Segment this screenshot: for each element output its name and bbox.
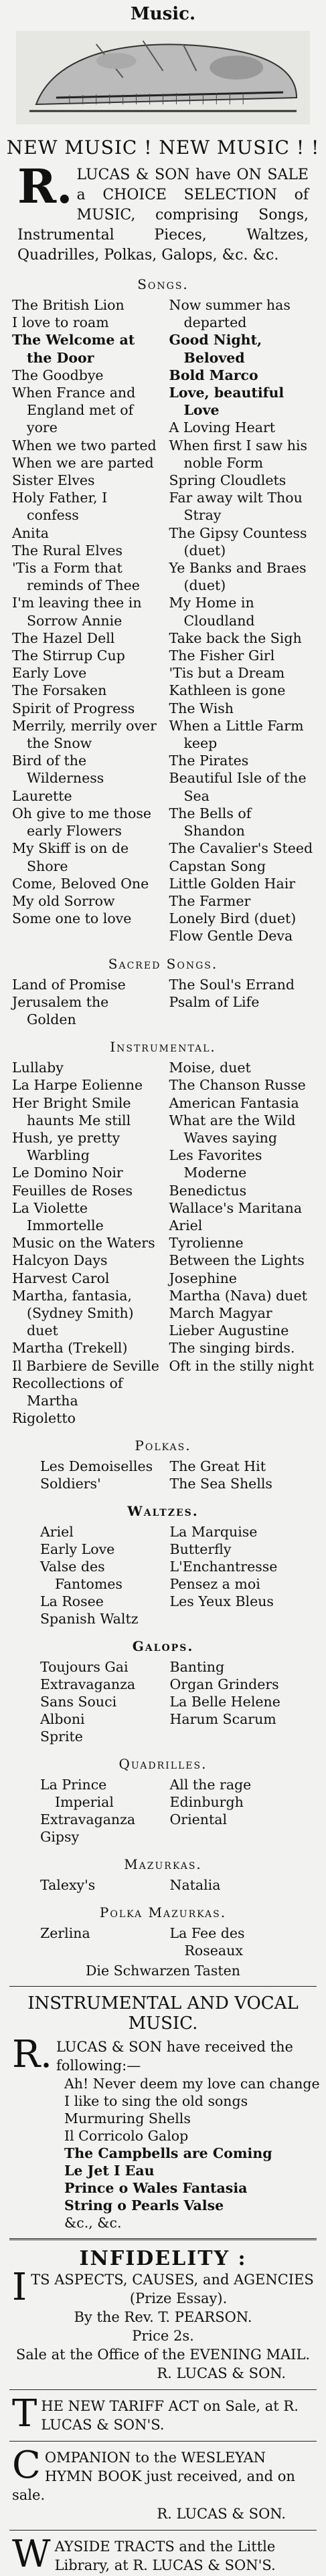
dropcap: I xyxy=(12,2266,27,2310)
infidelity-title: INFIDELITY : xyxy=(79,2247,247,2271)
wayside-text: AYSIDE TRACTS and the Little Library, at R. LUCAS & SON'S. xyxy=(54,2539,276,2574)
list-item: When we two parted xyxy=(12,437,157,454)
list-item: Beautiful Isle of the Sea xyxy=(169,770,307,804)
list-item: Psalm of Life xyxy=(169,993,260,1010)
list-item: Capstan Song xyxy=(169,858,266,874)
list-item: The Forsaken xyxy=(12,682,107,699)
list-item: The Hazel Dell xyxy=(12,629,115,646)
list-item: La Violette Immortelle xyxy=(12,1199,104,1233)
list-item: Moise, duet xyxy=(169,1060,251,1076)
list-item: Take back the Sigh xyxy=(169,629,302,646)
list-item: March Magyar xyxy=(169,1304,272,1321)
headline: NEW MUSIC ! NEW MUSIC ! ! xyxy=(6,136,320,159)
infidelity-price: Price 2s. xyxy=(132,2328,194,2345)
list-item: Valse des Fantomes xyxy=(40,1559,123,1593)
polkas-list xyxy=(0,1458,326,1492)
list-item: My Home in Cloudland xyxy=(169,595,255,629)
list-item: The Great Hit xyxy=(169,1458,266,1475)
list-item: Martha (Trekell) xyxy=(12,1340,128,1357)
instrumental-left-column xyxy=(12,1059,160,1427)
list-item: Sans Souci xyxy=(40,1694,117,1710)
sacred-list xyxy=(0,976,326,1029)
list-item: American Fantasia xyxy=(169,1094,299,1111)
list-item: The Soul's Errand xyxy=(169,976,295,993)
polka-mazurkas-list xyxy=(0,1924,326,1959)
list-item: Bold Marco xyxy=(169,367,258,383)
list-item: Halcyon Days xyxy=(12,1252,108,1269)
list-item: The Cavalier's Steed xyxy=(169,840,313,857)
list-item: The Chanson Russe xyxy=(169,1077,306,1094)
list-item: Far away wilt Thou Stray xyxy=(169,490,303,524)
list-item: Land of Promise xyxy=(12,976,126,993)
list-item: Harum Scarum xyxy=(169,1711,276,1728)
list-item: Josephine xyxy=(169,1270,237,1286)
list-item: The Pirates xyxy=(169,753,249,769)
instr-vocal-intro xyxy=(0,2033,326,2077)
dropcap: R. xyxy=(17,159,73,214)
intro-paragraph xyxy=(0,159,326,266)
list-item: When we are parted xyxy=(12,454,154,471)
list-item: Anita xyxy=(12,524,50,541)
piano-illustration-icon xyxy=(16,31,310,124)
list-item: When first I saw his noble Form xyxy=(169,437,308,471)
list-item: The Fisher Girl xyxy=(169,648,275,664)
list-item: Murmuring Shells xyxy=(64,2110,191,2127)
list-item: Oft in the stilly night xyxy=(169,1357,314,1374)
companion-seller: R. LUCAS & SON. xyxy=(157,2506,286,2522)
list-item: Harvest Carol xyxy=(12,1270,110,1286)
list-item: Her Bright Smile haunts Me still xyxy=(12,1094,131,1128)
list-item: What are the Wild Waves saying xyxy=(169,1112,296,1146)
list-item: Prince o Wales Fantasia xyxy=(64,2180,248,2197)
divider xyxy=(9,2441,317,2442)
list-item: All the rage xyxy=(169,1777,252,1793)
dropcap: R. xyxy=(12,2033,52,2077)
list-item: Lonely Bird (duet) xyxy=(169,910,297,927)
list-item: A Loving Heart xyxy=(169,419,276,436)
galops-list xyxy=(0,1658,326,1745)
dropcap: C xyxy=(12,2444,41,2488)
list-item: The Campbells are Coming xyxy=(64,2145,272,2162)
list-item: La Fee des Roseaux xyxy=(169,1925,245,1959)
list-item: The Welcome at the Door xyxy=(12,332,135,366)
list-item: 'Tis a Form that reminds of Thee xyxy=(12,560,140,594)
list-item: Tyrolienne xyxy=(169,1235,244,1252)
galops-left-column xyxy=(40,1658,170,1745)
list-item: Come, Beloved One xyxy=(12,875,149,892)
list-item: Gipsy xyxy=(40,1829,80,1846)
list-item: Good Night, Beloved xyxy=(169,332,262,366)
polkas-heading: Polkas. xyxy=(135,1438,191,1454)
list-item: Bird of the Wilderness xyxy=(12,753,104,787)
waltzes-list xyxy=(0,1523,326,1627)
songs-heading: Songs. xyxy=(137,276,189,292)
list-item: Early Love xyxy=(40,1541,115,1558)
list-item: String o Pearls Valse xyxy=(64,2197,224,2214)
list-item: Holy Father, I confess xyxy=(12,490,108,524)
infidelity-essay: (Prize Essay). xyxy=(129,2290,228,2307)
list-item: La Harpe Eolienne xyxy=(12,1077,143,1094)
mazurkas-right-column xyxy=(170,1876,300,1894)
list-item: The Sea Shells xyxy=(169,1476,272,1492)
list-item: Between the Lights xyxy=(169,1252,305,1269)
instrumental-list xyxy=(0,1059,326,1427)
infidelity-author: By the Rev. T. PEARSON. xyxy=(74,2309,252,2326)
infidelity-sale: Sale at the Office of the EVENING MAIL. xyxy=(15,2347,311,2363)
list-item: Wallace's Maritana xyxy=(169,1199,303,1216)
polka-mazurkas-right-column xyxy=(170,1924,300,1959)
infidelity-subtitle-text: TS ASPECTS, CAUSES, and AGENCIES xyxy=(31,2272,314,2288)
list-item: Recollections of Martha xyxy=(12,1375,123,1409)
waltzes-right-column xyxy=(170,1523,300,1627)
list-item: Some one to love xyxy=(12,910,132,927)
list-item: Le Jet I Eau xyxy=(64,2163,155,2179)
polka-mazurkas-heading: Polka Mazurkas. xyxy=(99,1904,227,1921)
list-item: Sister Elves xyxy=(12,472,95,489)
list-item: Les Favorites Moderne xyxy=(169,1147,262,1181)
list-item: Les Demoiselles xyxy=(40,1458,153,1475)
divider xyxy=(9,2530,317,2531)
list-item: Il Barbiere de Seville xyxy=(12,1357,159,1374)
list-item: Jerusalem the Golden xyxy=(12,993,109,1027)
list-item: Banting xyxy=(169,1659,225,1676)
songs-list xyxy=(0,296,326,945)
list-item: The singing birds. xyxy=(169,1340,295,1357)
galops-right-column xyxy=(170,1658,300,1745)
list-item: When France and England met of yore xyxy=(12,385,136,436)
list-item: Hush, ye pretty Warbling xyxy=(12,1129,120,1164)
list-item: Zerlina xyxy=(40,1925,90,1942)
instr-vocal-items xyxy=(0,2075,326,2232)
list-item: The Rural Elves xyxy=(12,542,123,559)
list-item: Benedictus xyxy=(169,1182,247,1199)
list-item: The British Lion xyxy=(12,297,125,313)
list-item: Alboni xyxy=(40,1711,85,1728)
mazurkas-heading: Mazurkas. xyxy=(124,1856,202,1873)
list-item: Spring Cloudlets xyxy=(169,472,287,489)
list-item: La Marquise xyxy=(169,1524,258,1541)
quadrilles-right-column xyxy=(170,1776,300,1846)
list-item: The Gipsy Countess (duet) xyxy=(169,524,307,559)
tariff-text: HE NEW TARIFF ACT on Sale, at R. LUCAS & SON'S. xyxy=(41,2398,299,2434)
dropcap: T xyxy=(12,2392,37,2436)
list-item: Rigoletto xyxy=(12,1410,76,1427)
list-item: La Belle Helene xyxy=(169,1694,280,1710)
list-item: Ariel xyxy=(40,1524,74,1541)
list-item: Oriental xyxy=(169,1811,228,1828)
list-item: I like to sing the old songs xyxy=(64,2093,248,2110)
tariff-notice xyxy=(0,2392,326,2436)
list-item: Flow Gentle Deva xyxy=(169,928,293,945)
list-item: My old Sorrow xyxy=(12,892,115,909)
list-item: Oh give to me those early Flowers xyxy=(12,805,152,839)
list-item: &c., &c. xyxy=(64,2215,122,2232)
polka-mazurkas-center: Die Schwarzen Tasten xyxy=(86,1963,240,1979)
list-item: The Goodbye xyxy=(12,367,104,383)
list-item: Early Love xyxy=(12,665,87,682)
list-item: Extravaganza xyxy=(40,1811,136,1828)
companion-text: OMPANION to the WESLEYAN HYMN BOOK just received, and on sale. xyxy=(12,2450,295,2504)
page-header: Music. xyxy=(130,4,196,24)
list-item: Le Domino Noir xyxy=(12,1165,123,1181)
divider xyxy=(9,1986,317,1987)
mazurkas-list xyxy=(0,1876,326,1894)
list-item: Lullaby xyxy=(12,1060,64,1076)
polkas-right-column xyxy=(170,1458,300,1492)
list-item: Ah! Never deem my love can change xyxy=(64,2076,320,2092)
list-item: L'Enchantresse xyxy=(169,1559,278,1575)
sacred-heading: Sacred Songs. xyxy=(108,955,218,972)
dropcap: W xyxy=(12,2533,51,2576)
infidelity-seller: R. LUCAS & SON. xyxy=(157,2365,286,2382)
intro-text: LUCAS & SON have ON SALE a CHOICE SELECTION of MUSIC, comprising Songs, Instrumental Pieces, Waltzes, Quadrilles, Polkas, Galops, &c. &c. xyxy=(17,167,309,264)
waltzes-heading: Waltzes. xyxy=(127,1503,199,1520)
list-item: Extravaganza xyxy=(40,1676,136,1693)
list-item: Il Corricolo Galop xyxy=(64,2128,189,2145)
songs-left-column xyxy=(12,296,160,945)
list-item: 'Tis but a Dream xyxy=(169,665,285,682)
list-item: I'm leaving thee in Sorrow Annie xyxy=(12,595,142,629)
polkas-left-column xyxy=(40,1458,170,1492)
quadrilles-left-column xyxy=(40,1776,170,1846)
list-item: The Farmer xyxy=(169,892,251,909)
list-item: Spirit of Progress xyxy=(12,700,135,716)
list-item: Pensez a moi xyxy=(169,1576,260,1593)
list-item: Toujours Gai xyxy=(40,1659,129,1676)
songs-right-column xyxy=(160,296,317,945)
instrumental-right-column xyxy=(160,1059,317,1427)
sacred-left-column xyxy=(12,976,160,1029)
list-item: Sprite xyxy=(40,1728,83,1745)
list-item: Martha (Nava) duet xyxy=(169,1287,307,1304)
waltzes-left-column xyxy=(40,1523,170,1627)
list-item: Lieber Augustine xyxy=(169,1322,289,1339)
list-item: Laurette xyxy=(12,787,72,804)
list-item: Merrily, merrily over the Snow xyxy=(12,717,157,752)
wayside-notice xyxy=(0,2533,326,2576)
list-item: Natalia xyxy=(169,1877,221,1894)
list-item: Feuilles de Roses xyxy=(12,1182,133,1199)
instr-vocal-title: INSTRUMENTAL AND VOCAL MUSIC. xyxy=(27,1993,299,2034)
companion-notice xyxy=(0,2444,326,2504)
list-item: Soldiers' xyxy=(40,1476,101,1492)
list-item: Edinburgh xyxy=(169,1794,244,1811)
list-item: The Wish xyxy=(169,700,234,716)
galops-heading: Galops. xyxy=(132,1638,194,1655)
list-item: The Stirrup Cup xyxy=(12,648,125,664)
list-item: Now summer has departed xyxy=(169,297,291,331)
list-item: Spanish Waltz xyxy=(40,1611,139,1627)
quadrilles-heading: Quadrilles. xyxy=(118,1756,208,1773)
list-item: Little Golden Hair xyxy=(169,875,296,892)
list-item: The Bells of Shandon xyxy=(169,805,252,839)
divider xyxy=(9,2389,317,2390)
list-item: Organ Grinders xyxy=(169,1676,279,1693)
list-item: Talexy's xyxy=(40,1877,96,1894)
instr-vocal-intro-text: LUCAS & SON have received the following:— xyxy=(56,2039,293,2074)
quadrilles-list xyxy=(0,1776,326,1846)
list-item: Kathleen is gone xyxy=(169,682,286,699)
list-item: Ye Banks and Braes (duet) xyxy=(169,560,307,594)
list-item: Love, beautiful Love xyxy=(169,385,284,419)
list-item: Martha, fantasia, (Sydney Smith) duet xyxy=(12,1287,134,1339)
mazurkas-left-column xyxy=(40,1876,170,1894)
list-item: Ariel xyxy=(169,1217,203,1233)
sacred-right-column xyxy=(160,976,317,1029)
list-item: Music on the Waters xyxy=(12,1235,155,1252)
polka-mazurkas-left-column xyxy=(40,1924,170,1959)
list-item: When a Little Farm keep xyxy=(169,717,304,752)
list-item: I love to roam xyxy=(12,314,109,331)
list-item: My Skiff is on de Shore xyxy=(12,840,129,874)
list-item: Butterfly xyxy=(169,1541,232,1558)
list-item: La Rosee xyxy=(40,1593,104,1610)
list-item: La Prince Imperial xyxy=(40,1777,114,1811)
divider xyxy=(9,2238,317,2240)
instrumental-heading: Instrumental. xyxy=(110,1039,216,1056)
list-item: Les Yeux Bleus xyxy=(169,1593,274,1610)
